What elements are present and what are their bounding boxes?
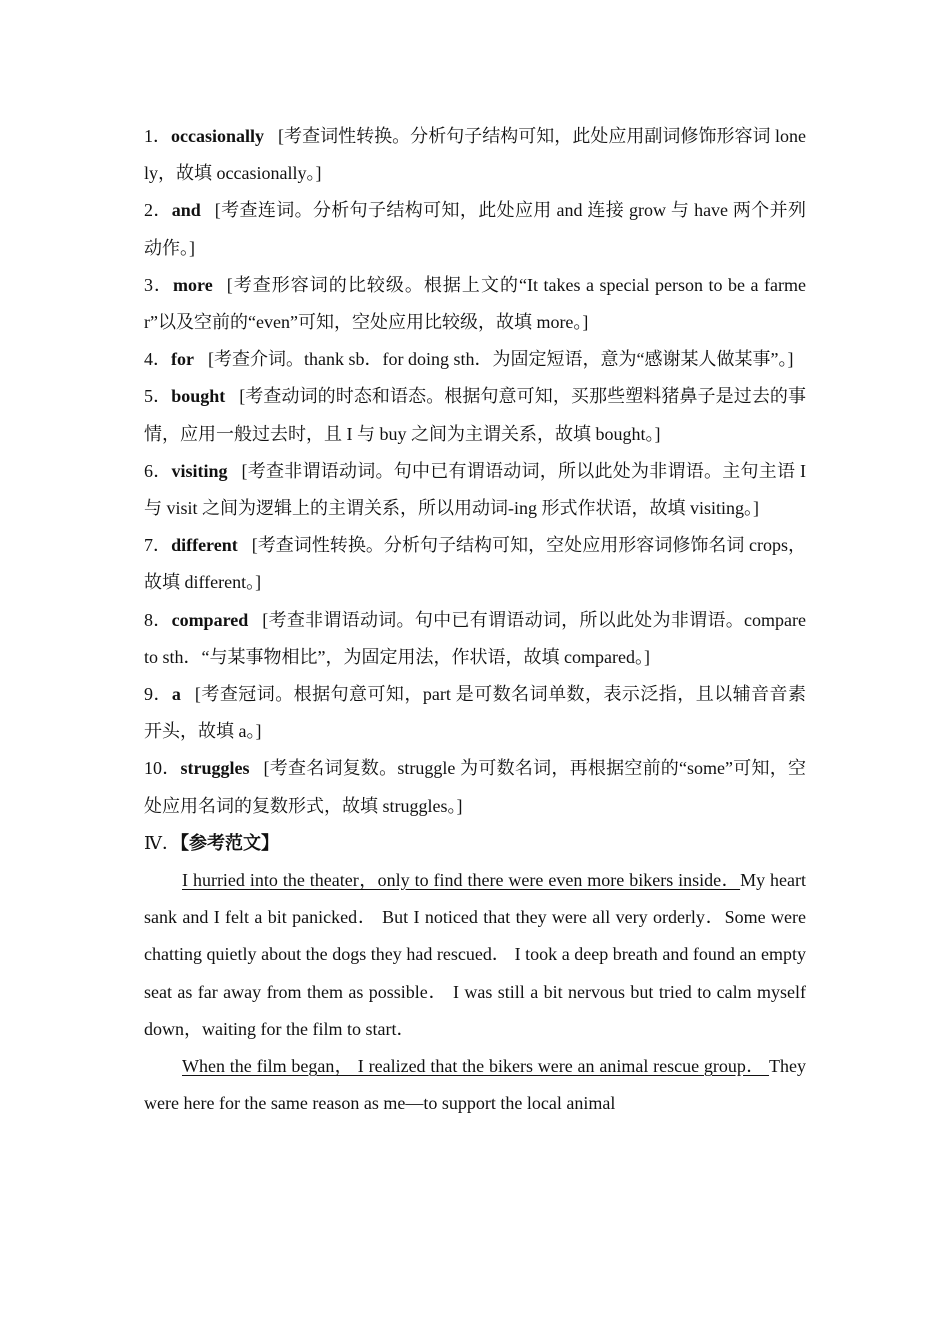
answer-number: 5．: [144, 386, 172, 407]
answer-number: 6．: [144, 460, 172, 481]
answer-explanation: [考查动词的时态和语态。根据句意可知，买那些塑料猪鼻子是过去的事情，应用一般过去时，且 I 与 buy 之间为主谓关系，故填 bought。]: [144, 386, 806, 444]
answer-explanation: [考查冠词。根据句意可知，part 是可数名词单数，表示泛指，且以辅音音素开头，故填 a。]: [144, 684, 807, 742]
underlined-sentence: I hurried into the theater，only to find there were even more bikers inside．: [182, 870, 741, 891]
answer-explanation: [考查词性转换。分析句子结构可知，此处应用副词修饰形容词 lonely，故填 occasionally。]: [144, 126, 807, 184]
answer-item: [144, 378, 806, 452]
essay-paragraph: [144, 862, 806, 1048]
answer-word: struggles: [180, 758, 250, 779]
answer-item: [144, 750, 806, 824]
answer-word: visiting: [171, 460, 228, 481]
answer-item: [144, 453, 806, 527]
answer-number: 2．: [144, 200, 172, 221]
answer-explanation: [考查词性转换。分析句子结构可知，空处应用形容词修饰名词 crops，故填 different。]: [144, 535, 807, 593]
answer-word: and: [171, 200, 201, 221]
section-title: 【参考范文】: [179, 832, 279, 853]
answer-list: [144, 118, 806, 825]
answer-item: [144, 267, 806, 341]
answer-word: bought: [171, 386, 226, 407]
answer-explanation: [考查非谓语动词。句中已有谓语动词，所以此处为非谓语。主句主语 I 与 visit 之间为逻辑上的主谓关系，所以用动词-ing 形式作状语，故填 visiting。]: [144, 460, 806, 519]
answer-number: 4．: [144, 349, 171, 370]
answer-number: 8．: [144, 609, 172, 630]
answer-word: for: [171, 349, 194, 370]
paragraph-text: They were here for the same reason as me—to support the local animal: [144, 1056, 806, 1114]
answer-word: a: [171, 684, 181, 705]
sample-essay: [144, 862, 806, 1122]
answer-item: [144, 118, 806, 192]
answer-explanation: [考查连词。分析句子结构可知，此处应用 and 连接 grow 与 have 两个并列动作。]: [144, 200, 807, 258]
answer-number: 10．: [144, 758, 181, 779]
answer-item: [144, 192, 806, 266]
section-number: Ⅳ．: [144, 832, 180, 853]
document-page: [144, 118, 806, 1122]
answer-word: occasionally: [171, 126, 265, 146]
answer-number: 3．: [144, 274, 174, 295]
answer-number: 7．: [144, 535, 172, 556]
answer-item: [144, 527, 806, 601]
underlined-sentence: When the film began， I realized that the bikers were an animal rescue group．: [182, 1056, 770, 1077]
answer-word: different: [171, 535, 238, 556]
answer-explanation: [考查形容词的比较级。根据上文的“It takes a special person to be a farmer”以及空前的“even”可知，空处应用比较级，故填 more。]: [144, 274, 806, 333]
answer-word: compared: [171, 609, 249, 630]
answer-item: [144, 341, 806, 378]
answer-explanation: [考查名词复数。struggle 为可数名词，再根据空前的“some”可知，空处应用名词的复数形式，故填 struggles。]: [144, 758, 806, 816]
answer-number: 9．: [144, 684, 172, 705]
answer-item: [144, 602, 806, 676]
answer-number: 1．: [144, 126, 172, 146]
answer-item: [144, 676, 806, 750]
answer-explanation: [考查非谓语动词。句中已有谓语动词，所以此处为非谓语。compare to sth．“与某事物相比”，为固定用法，作状语，故填 compared。]: [144, 609, 806, 667]
answer-explanation: [考查介词。thank sb．for doing sth．为固定短语，意为“感谢某人做某事”。]: [207, 349, 794, 370]
essay-paragraph: [144, 1048, 806, 1122]
section-heading: [144, 825, 806, 862]
answer-word: more: [173, 274, 213, 295]
paragraph-text: My heart sank and I felt a bit panicked． But I noticed that they were all very orderly．Some were chatting quietly about the dogs they had rescued． I took a deep breath and found an empty seat as far away from them as possible． I was still a bit nervous but tried to calm myself down，waiting for the film to start．: [144, 870, 806, 1039]
